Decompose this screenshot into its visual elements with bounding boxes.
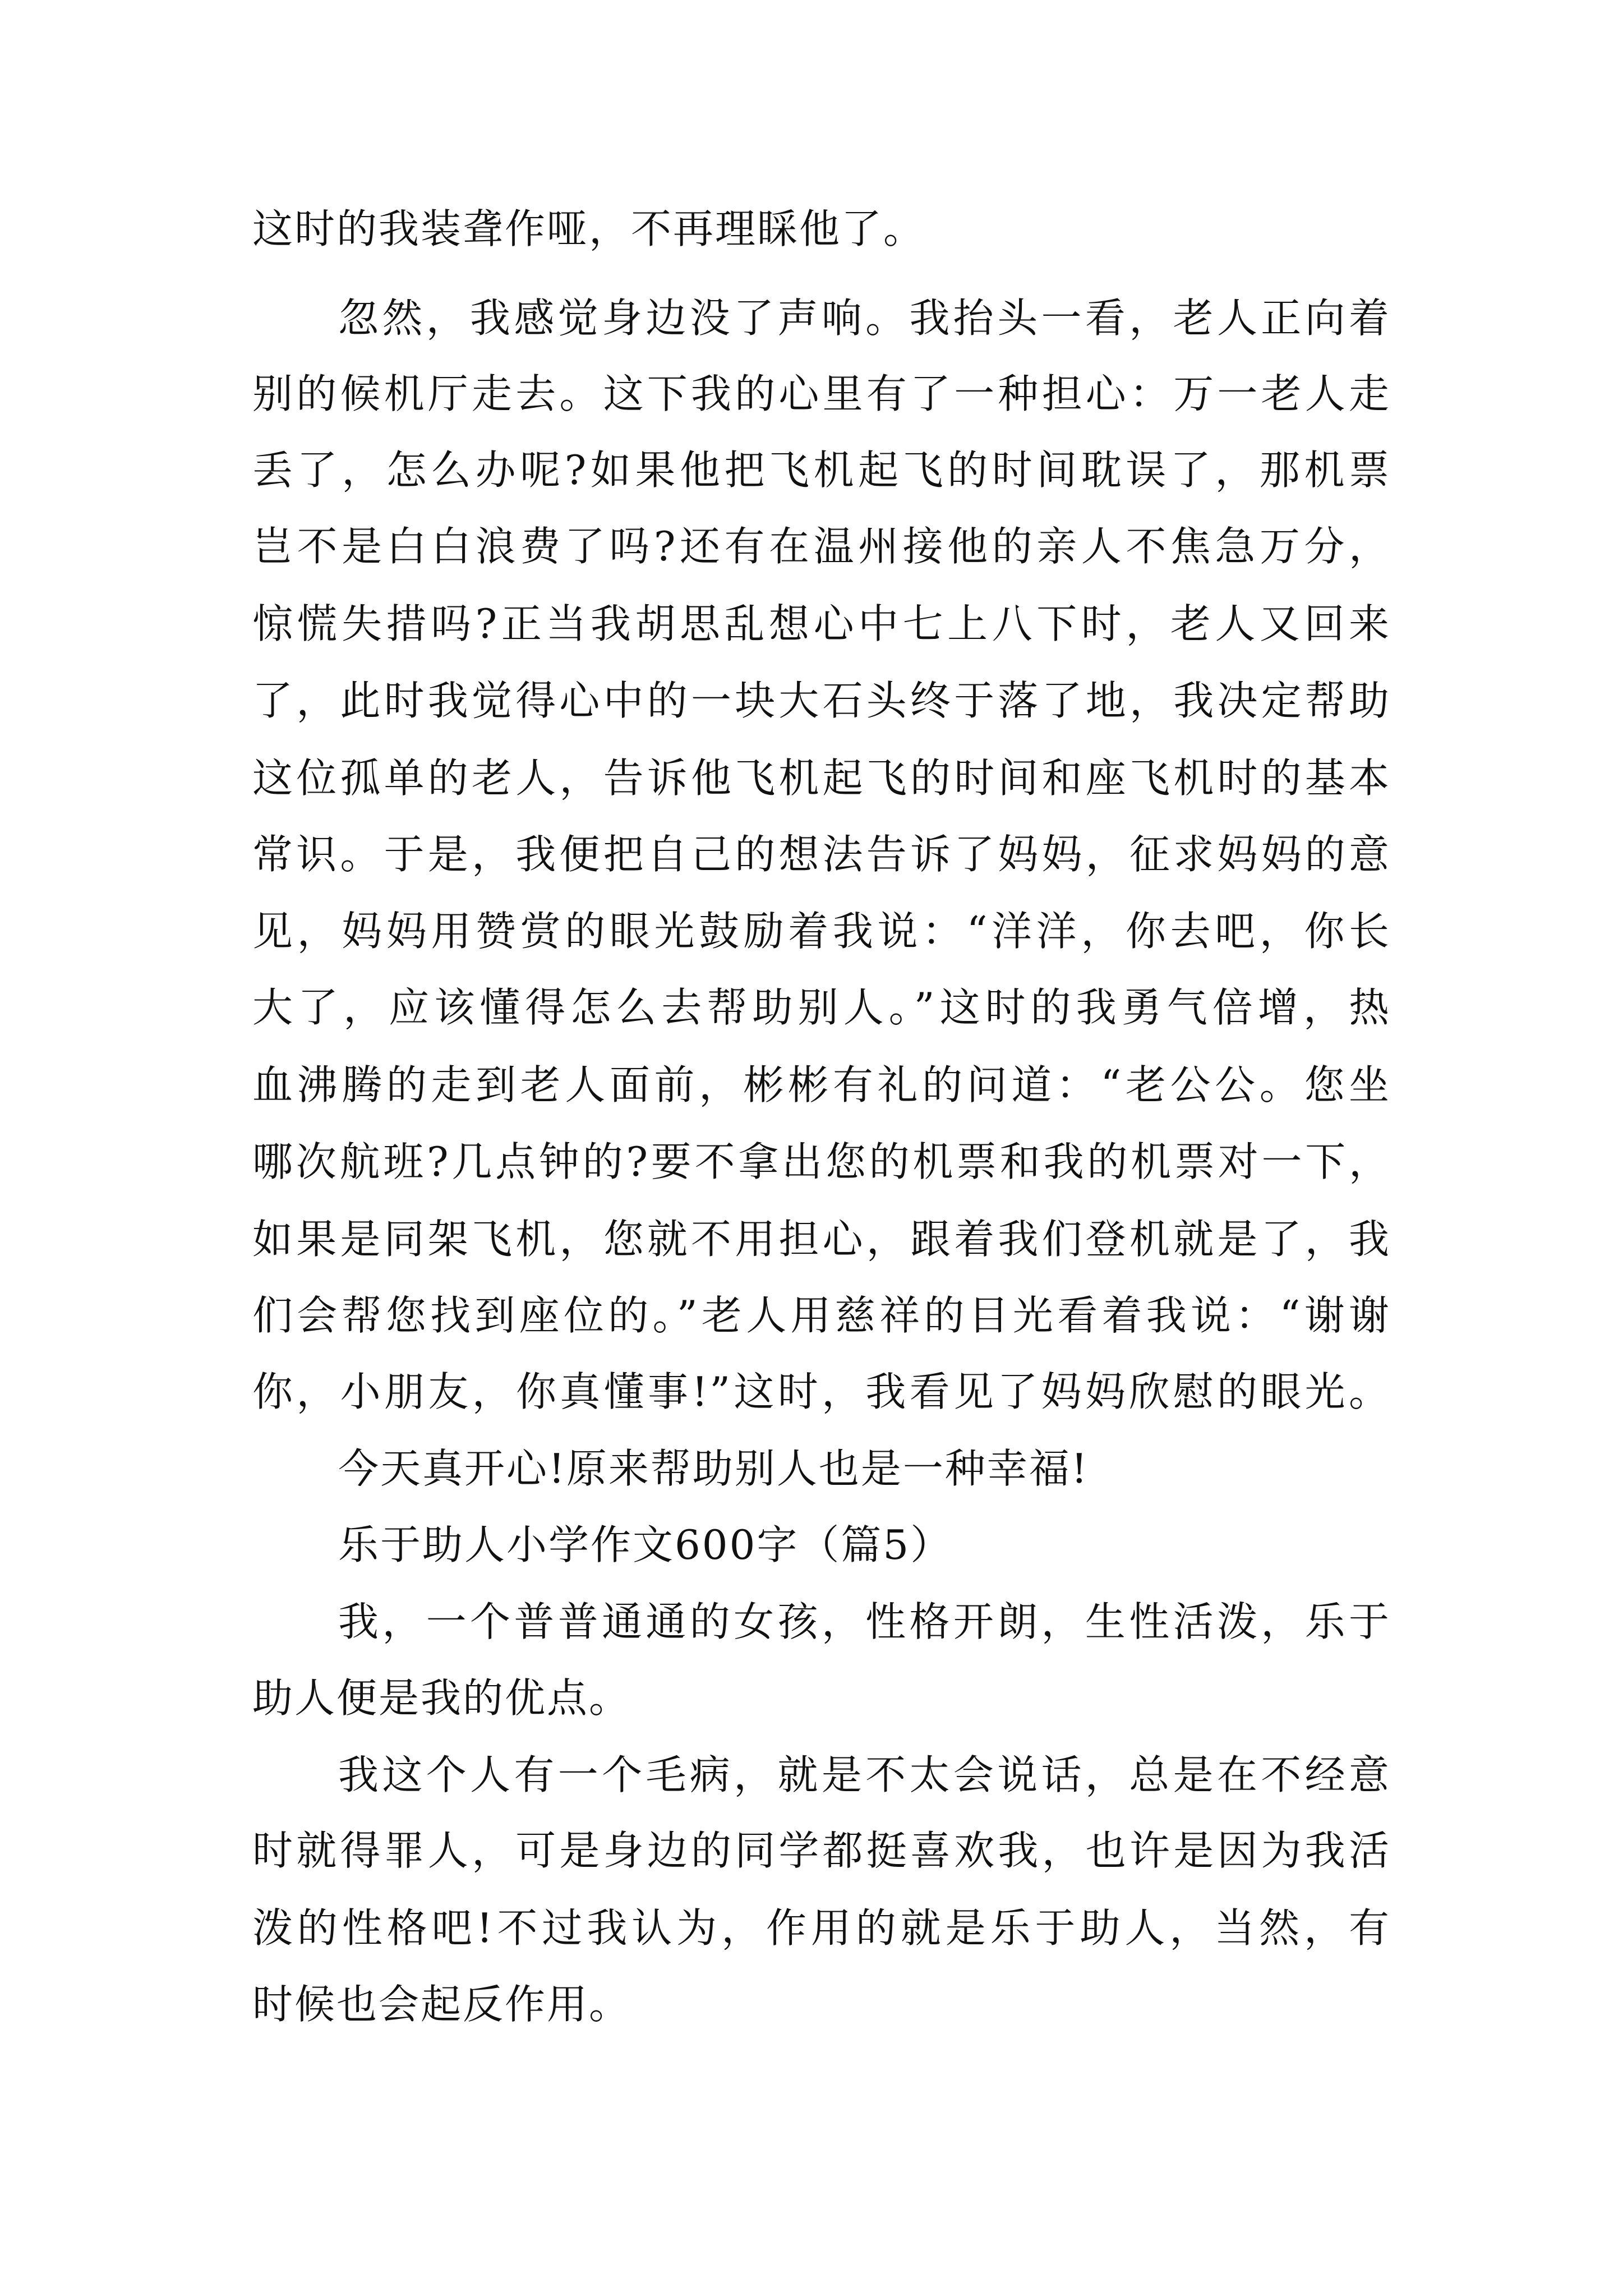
text-line: 如果是同架飞机，您就不用担心，跟着我们登机就是了，我 [252, 1216, 1391, 1263]
text-line: 这时的我装聋作哑，不再理睬他了。 [252, 205, 926, 252]
text-line: 时就得罪人，可是身边的同学都挺喜欢我，也许是因为我活 [252, 1827, 1391, 1874]
text-line: 了，此时我觉得心中的一块大石头终于落了地，我决定帮助 [252, 677, 1391, 724]
text-line: 丢了，怎么办呢?如果他把飞机起飞的时间耽误了，那机票 [252, 447, 1391, 494]
text-line: 时候也会起反作用。 [252, 1981, 631, 2028]
text-line: 你，小朋友，你真懂事!”这时，我看见了妈妈欣慰的眼光。 [252, 1368, 1391, 1415]
text-line: 岂不是白白浪费了吗?还有在温州接他的亲人不焦急万分， [252, 523, 1391, 570]
text-line: 助人便是我的优点。 [252, 1674, 631, 1722]
text-line: 常识。于是，我便把自己的想法告诉了妈妈，征求妈妈的意 [252, 831, 1391, 878]
text-line: 这位孤单的老人，告诉他飞机起飞的时间和座飞机时的基本 [252, 754, 1391, 802]
text-line: 哪次航班?几点钟的?要不拿出您的机票和我的机票对一下， [252, 1138, 1391, 1185]
text-line: 泼的性格吧!不过我认为，作用的就是乐于助人，当然，有 [252, 1904, 1391, 1952]
paragraph-first-line: 今天真开心!原来帮助别人也是一种幸福! [338, 1445, 1089, 1492]
paragraph-first-line: 我这个人有一个毛病，就是不太会说话，总是在不经意 [338, 1751, 1391, 1798]
paragraph-first-line: 忽然，我感觉身边没了声响。我抬头一看，老人正向着 [338, 295, 1391, 342]
text-line: 惊慌失措吗?正当我胡思乱想心中七上八下时，老人又回来 [252, 600, 1391, 647]
paragraph-first-line: 我，一个普普通通的女孩，性格开朗，生性活泼，乐于 [338, 1598, 1391, 1645]
text-line: 们会帮您找到座位的。”老人用慈祥的目光看着我说：“谢谢 [252, 1292, 1391, 1339]
text-line: 别的候机厅走去。这下我的心里有了一种担心：万一老人走 [252, 370, 1391, 417]
text-line: 大了，应该懂得怎么去帮助别人。”这时的我勇气倍增，热 [252, 984, 1391, 1031]
text-line: 见，妈妈用赞赏的眼光鼓励着我说：“洋洋，你去吧，你长 [252, 908, 1391, 955]
text-line: 血沸腾的走到老人面前，彬彬有礼的问道：“老公公。您坐 [252, 1061, 1391, 1108]
section-heading: 乐于助人小学作文600字（篇5） [338, 1521, 953, 1568]
